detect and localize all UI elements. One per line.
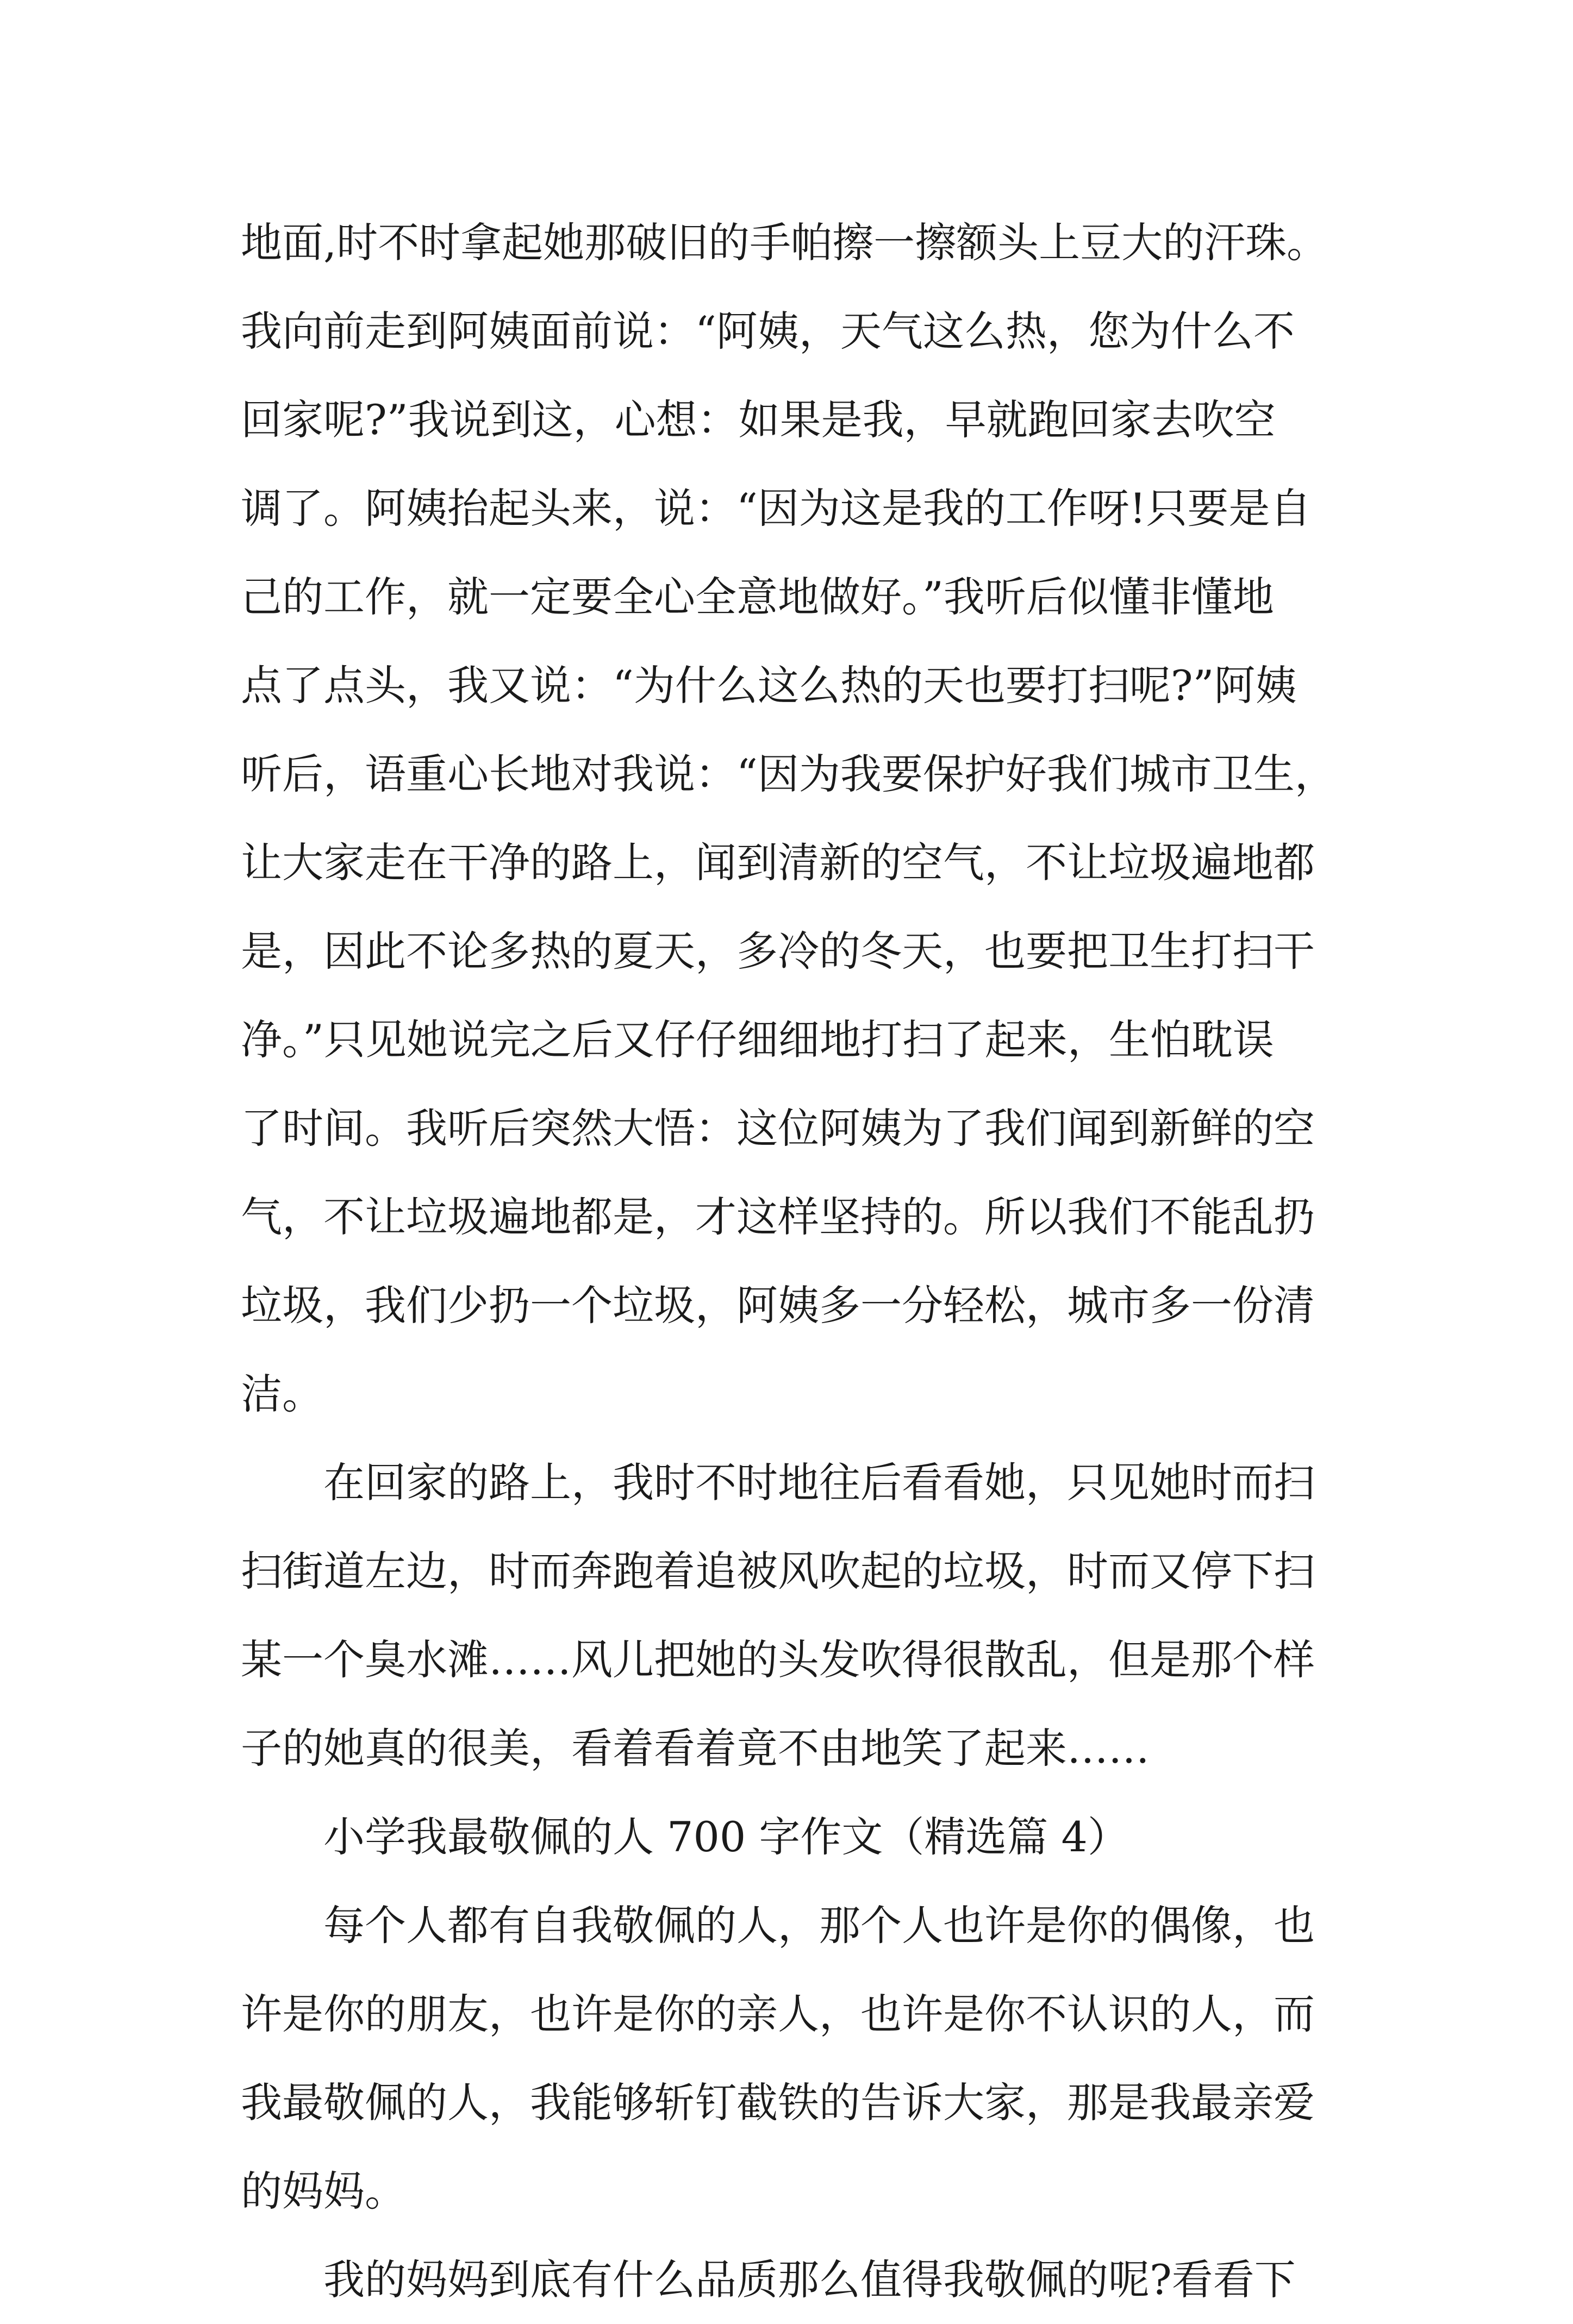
section-heading: 小学我最敬佩的人 700 字作文（精选篇 4） <box>323 1813 1129 1861</box>
text-line: 了时间。我听后突然大悟：这位阿姨为了我们闻到新鲜的空 <box>241 1104 1315 1152</box>
text-line: 调了。阿姨抬起头来，说：“因为这是我的工作呀!只要是自 <box>241 484 1312 533</box>
text-line: 洁。 <box>241 1370 323 1418</box>
paragraph-start-line: 在回家的路上，我时不时地往后看看她，只见她时而扫 <box>323 1458 1315 1507</box>
text-line: 气，不让垃圾遍地都是，才这样坚持的。所以我们不能乱扔 <box>241 1193 1315 1241</box>
text-line: 地面,时不时拿起她那破旧的手帕擦一擦额头上豆大的汗珠。 <box>241 218 1328 267</box>
paragraph-start-line: 我的妈妈到底有什么品质那么值得我敬佩的呢?看看下 <box>323 2256 1296 2304</box>
text-line: 我最敬佩的人，我能够斩钉截铁的告诉大家，那是我最亲爱 <box>241 2078 1315 2127</box>
text-line: 净。”只见她说完之后又仔仔细细地打扫了起来，生怕耽误 <box>241 1016 1274 1064</box>
text-line: 许是你的朋友，也许是你的亲人，也许是你不认识的人，而 <box>241 1990 1315 2038</box>
text-line: 是，因此不论多热的夏天，多冷的冬天，也要把卫生打扫干 <box>241 927 1315 975</box>
text-line: 点了点头，我又说：“为什么这么热的天也要打扫呢?”阿姨 <box>241 661 1297 710</box>
text-line: 听后，语重心长地对我说：“因为我要保护好我们城市卫生， <box>241 750 1336 798</box>
text-line: 垃圾，我们少扔一个垃圾，阿姨多一分轻松，城市多一份清 <box>241 1281 1315 1330</box>
text-line: 让大家走在干净的路上，闻到清新的空气，不让垃圾遍地都 <box>241 838 1315 887</box>
text-line: 我向前走到阿姨面前说：“阿姨，天气这么热，您为什么不 <box>241 307 1295 355</box>
paragraph-start-line: 每个人都有自我敬佩的人，那个人也许是你的偶像，也 <box>323 1901 1315 1950</box>
text-line: 己的工作，就一定要全心全意地做好。”我听后似懂非懂地 <box>241 573 1274 621</box>
text-line: 的妈妈。 <box>241 2167 406 2215</box>
document-body <box>241 198 1382 2324</box>
text-line: 子的她真的很美，看着看着竟不由地笑了起来…… <box>241 1724 1150 1772</box>
text-line: 回家呢?”我说到这，心想：如果是我，早就跑回家去吹空 <box>241 396 1276 444</box>
text-line: 某一个臭水滩……风儿把她的头发吹得很散乱，但是那个样 <box>241 1636 1315 1684</box>
text-line: 扫街道左边，时而奔跑着追被风吹起的垃圾，时而又停下扫 <box>241 1547 1315 1595</box>
